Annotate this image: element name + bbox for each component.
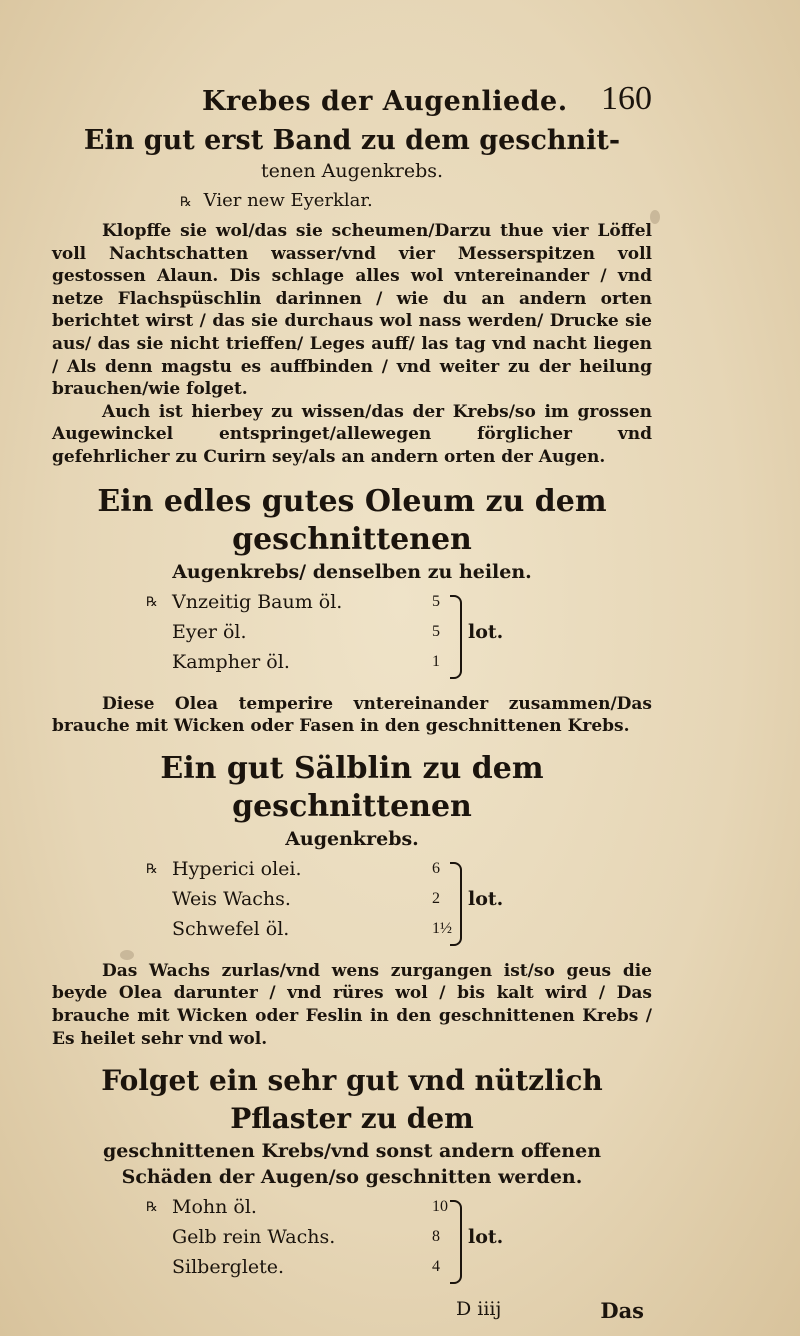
ingredient-name: Silberglete. (172, 1256, 285, 1279)
page-footer (52, 1298, 652, 1328)
brace-icon (450, 1200, 462, 1284)
ingredient-amount: 1 (432, 652, 440, 670)
section-title: Ein edles gutes Oleum zu dem geschnittenen (97, 483, 607, 557)
text-block (52, 80, 652, 1328)
recipe-symbol-icon: ℞ (180, 195, 192, 210)
brace-icon (450, 862, 462, 946)
catchword: Das (600, 1298, 644, 1324)
signature-mark: D iiij (456, 1298, 502, 1321)
paragraph: Auch ist hierbey zu wissen/das der Krebs/so im grossen Augewinckel entspringet/allewegen förglicher vnd gefehrlicher zu Curirn sey/als an andern orten der Augen. (52, 401, 652, 467)
brace-icon (450, 595, 462, 679)
paragraph: Das Wachs zurlas/vnd wens zurgangen ist/so geus die beyde Olea darunter / vnd rüres wol / bis kalt wird / Das brauche mit Wicken oder Feslin in den geschnittenen Krebs / Es heilet sehr vnd wol. (52, 960, 652, 1049)
ingredient-name: ℞ Vnzeitig Baum öl. (172, 587, 342, 617)
unit-label: lot. (468, 887, 504, 910)
ingredient-name: ℞ Hyperici olei. (172, 854, 302, 884)
recipe-text: Vier new Eyerklar. (203, 190, 373, 211)
recipe-line (180, 188, 652, 216)
recipe-symbol-icon: ℞ (146, 594, 158, 610)
ingredient-amount: 1½ (432, 919, 452, 937)
ingredient-name: ℞ Mohn öl. (172, 1192, 257, 1222)
section-subtitle: geschnittenen Krebs/vnd sonst andern offenen Schäden der Augen/so geschnitten werden. (102, 1140, 602, 1189)
recipe-symbol-icon: ℞ (146, 861, 158, 877)
ingredient-amount: 4 (432, 1258, 440, 1276)
ingredient-amount: 6 (432, 859, 440, 877)
section-title: Ein gut erst Band zu dem geschnit- (83, 125, 621, 156)
ingredient-name: Schwefel öl. (172, 917, 290, 940)
section-subtitle: Augenkrebs/ denselben zu heilen. (172, 560, 532, 583)
section-subtitle: tenen Augenkrebs. (260, 160, 444, 182)
running-head: Krebes der Augenliede. (202, 86, 568, 117)
section-title: Ein gut Sälblin zu dem geschnittenen (160, 750, 544, 824)
section-title: Folget ein sehr gut vnd nützlich Pflaster zu dem (101, 1064, 603, 1136)
ingredient-amount: 5 (432, 622, 440, 640)
ingredient-amount: 5 (432, 592, 440, 610)
ingredient-name: Gelb rein Wachs. (172, 1226, 336, 1249)
ingredient-amount: 8 (432, 1228, 440, 1246)
unit-label: lot. (468, 1226, 504, 1249)
ingredient-list (52, 1192, 652, 1290)
section-subtitle: Augenkrebs. (285, 827, 419, 850)
page-header (52, 80, 652, 124)
unit-label: lot. (468, 620, 504, 643)
recipe-symbol-icon: ℞ (146, 1200, 158, 1216)
ingredient-amount: 2 (432, 889, 440, 907)
paragraph: Klopffe sie wol/das sie scheumen/Darzu thue vier Löffel voll Nachtschatten wasser/vnd vier Messerspitzen voll gestossen Alaun. Dis schlage alles wol vntereinander / vnd netze Flachspüschlin darinnen / wie du an andern orten berichtet wirst / das sie durchaus wol nass werden/ Drucke sie aus/ das sie nicht trieffen/ Leges auff/ las tag vnd nacht liegen / Als denn magstu es auffbinden / vnd weiter zu der heilung brauchen/wie folget. (52, 221, 652, 400)
paragraph: Diese Olea temperire vntereinander zusammen/Das brauche mit Wicken oder Fasen in den geschnittenen Krebs. (52, 693, 652, 737)
page-number: 160 (601, 80, 652, 117)
ingredient-amount: 10 (432, 1198, 448, 1216)
ingredient-name: Eyer öl. (172, 620, 247, 643)
ingredient-list (52, 587, 652, 685)
ingredient-name: Weis Wachs. (172, 887, 291, 910)
ingredient-name: Kampher öl. (172, 650, 290, 673)
ingredient-list (52, 854, 652, 952)
